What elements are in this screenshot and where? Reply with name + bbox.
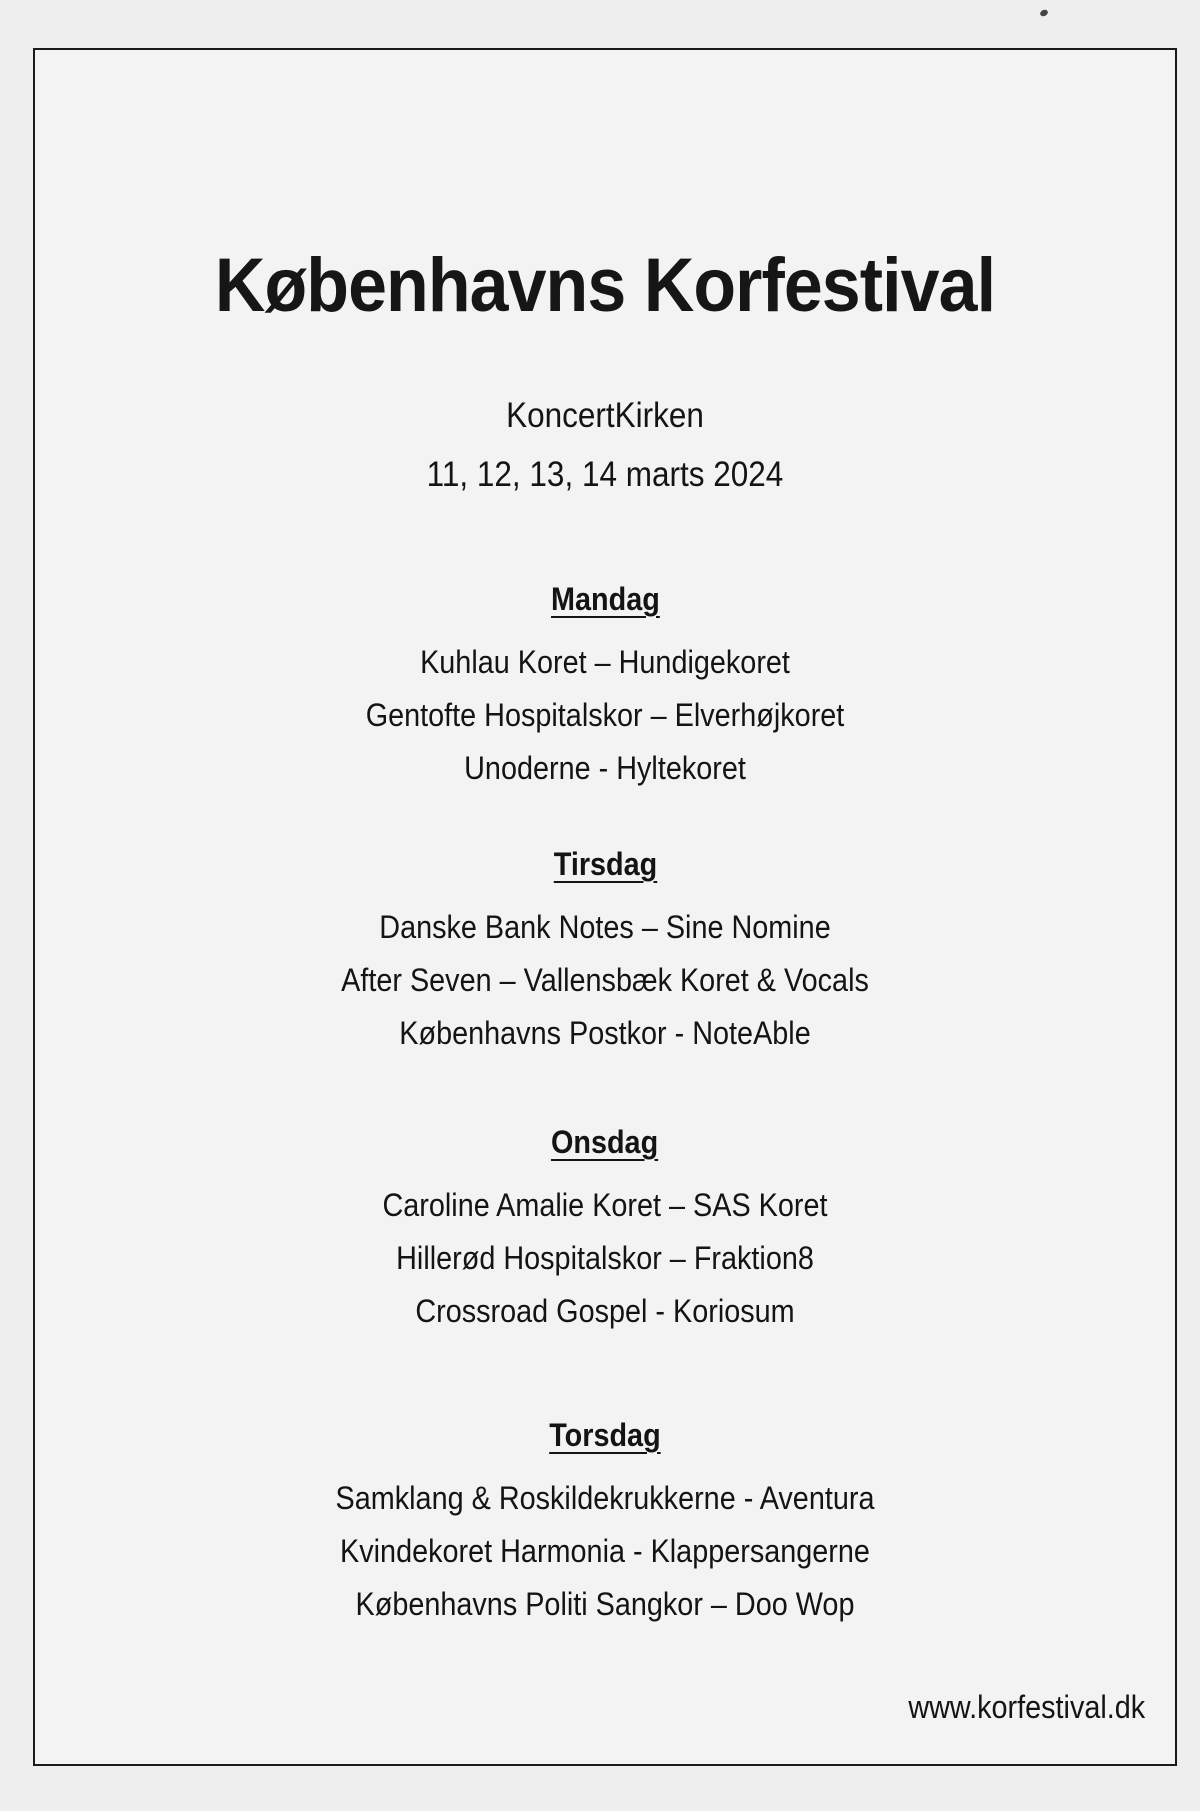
choir-pairing: After Seven – Vallensbæk Koret & Vocals — [341, 962, 869, 998]
choir-pairing: Gentofte Hospitalskor – Elverhøjkoret — [365, 697, 845, 733]
day-heading: Onsdag — [551, 1124, 659, 1160]
website-url: www.korfestival.dk — [908, 1689, 1145, 1725]
choir-pairing: Samklang & Roskildekrukkerne - Aventura — [335, 1480, 875, 1516]
choir-pairing: Danske Bank Notes – Sine Nomine — [379, 909, 831, 945]
choir-pairing: Kvindekoret Harmonia - Klappersangerne — [340, 1533, 870, 1569]
choir-pairing: Unoderne - Hyltekoret — [464, 750, 746, 786]
choir-pairing: Københavns Politi Sangkor – Doo Wop — [355, 1586, 855, 1622]
choir-pairing: Københavns Postkor - NoteAble — [399, 1015, 811, 1051]
choir-pairing: Hillerød Hospitalskor – Fraktion8 — [396, 1240, 814, 1276]
poster-frame — [33, 48, 1177, 1766]
venue-name: KoncertKirken — [506, 396, 704, 435]
day-heading: Mandag — [550, 581, 660, 617]
schedule-day-onsdag — [35, 1123, 1175, 1338]
choir-pairing: Kuhlau Koret – Hundigekoret — [420, 644, 790, 680]
schedule-day-tirsdag — [35, 845, 1175, 1060]
choir-pairing: Caroline Amalie Koret – SAS Koret — [382, 1187, 828, 1223]
paper-speck — [1039, 9, 1049, 18]
day-heading: Tirsdag — [553, 846, 657, 882]
schedule-day-torsdag — [35, 1416, 1175, 1631]
day-heading: Torsdag — [549, 1417, 661, 1453]
festival-title: Københavns Korfestival — [214, 243, 996, 328]
festival-dates: 11, 12, 13, 14 marts 2024 — [426, 455, 784, 494]
schedule-day-mandag — [35, 580, 1175, 795]
choir-pairing: Crossroad Gospel - Koriosum — [415, 1293, 795, 1329]
